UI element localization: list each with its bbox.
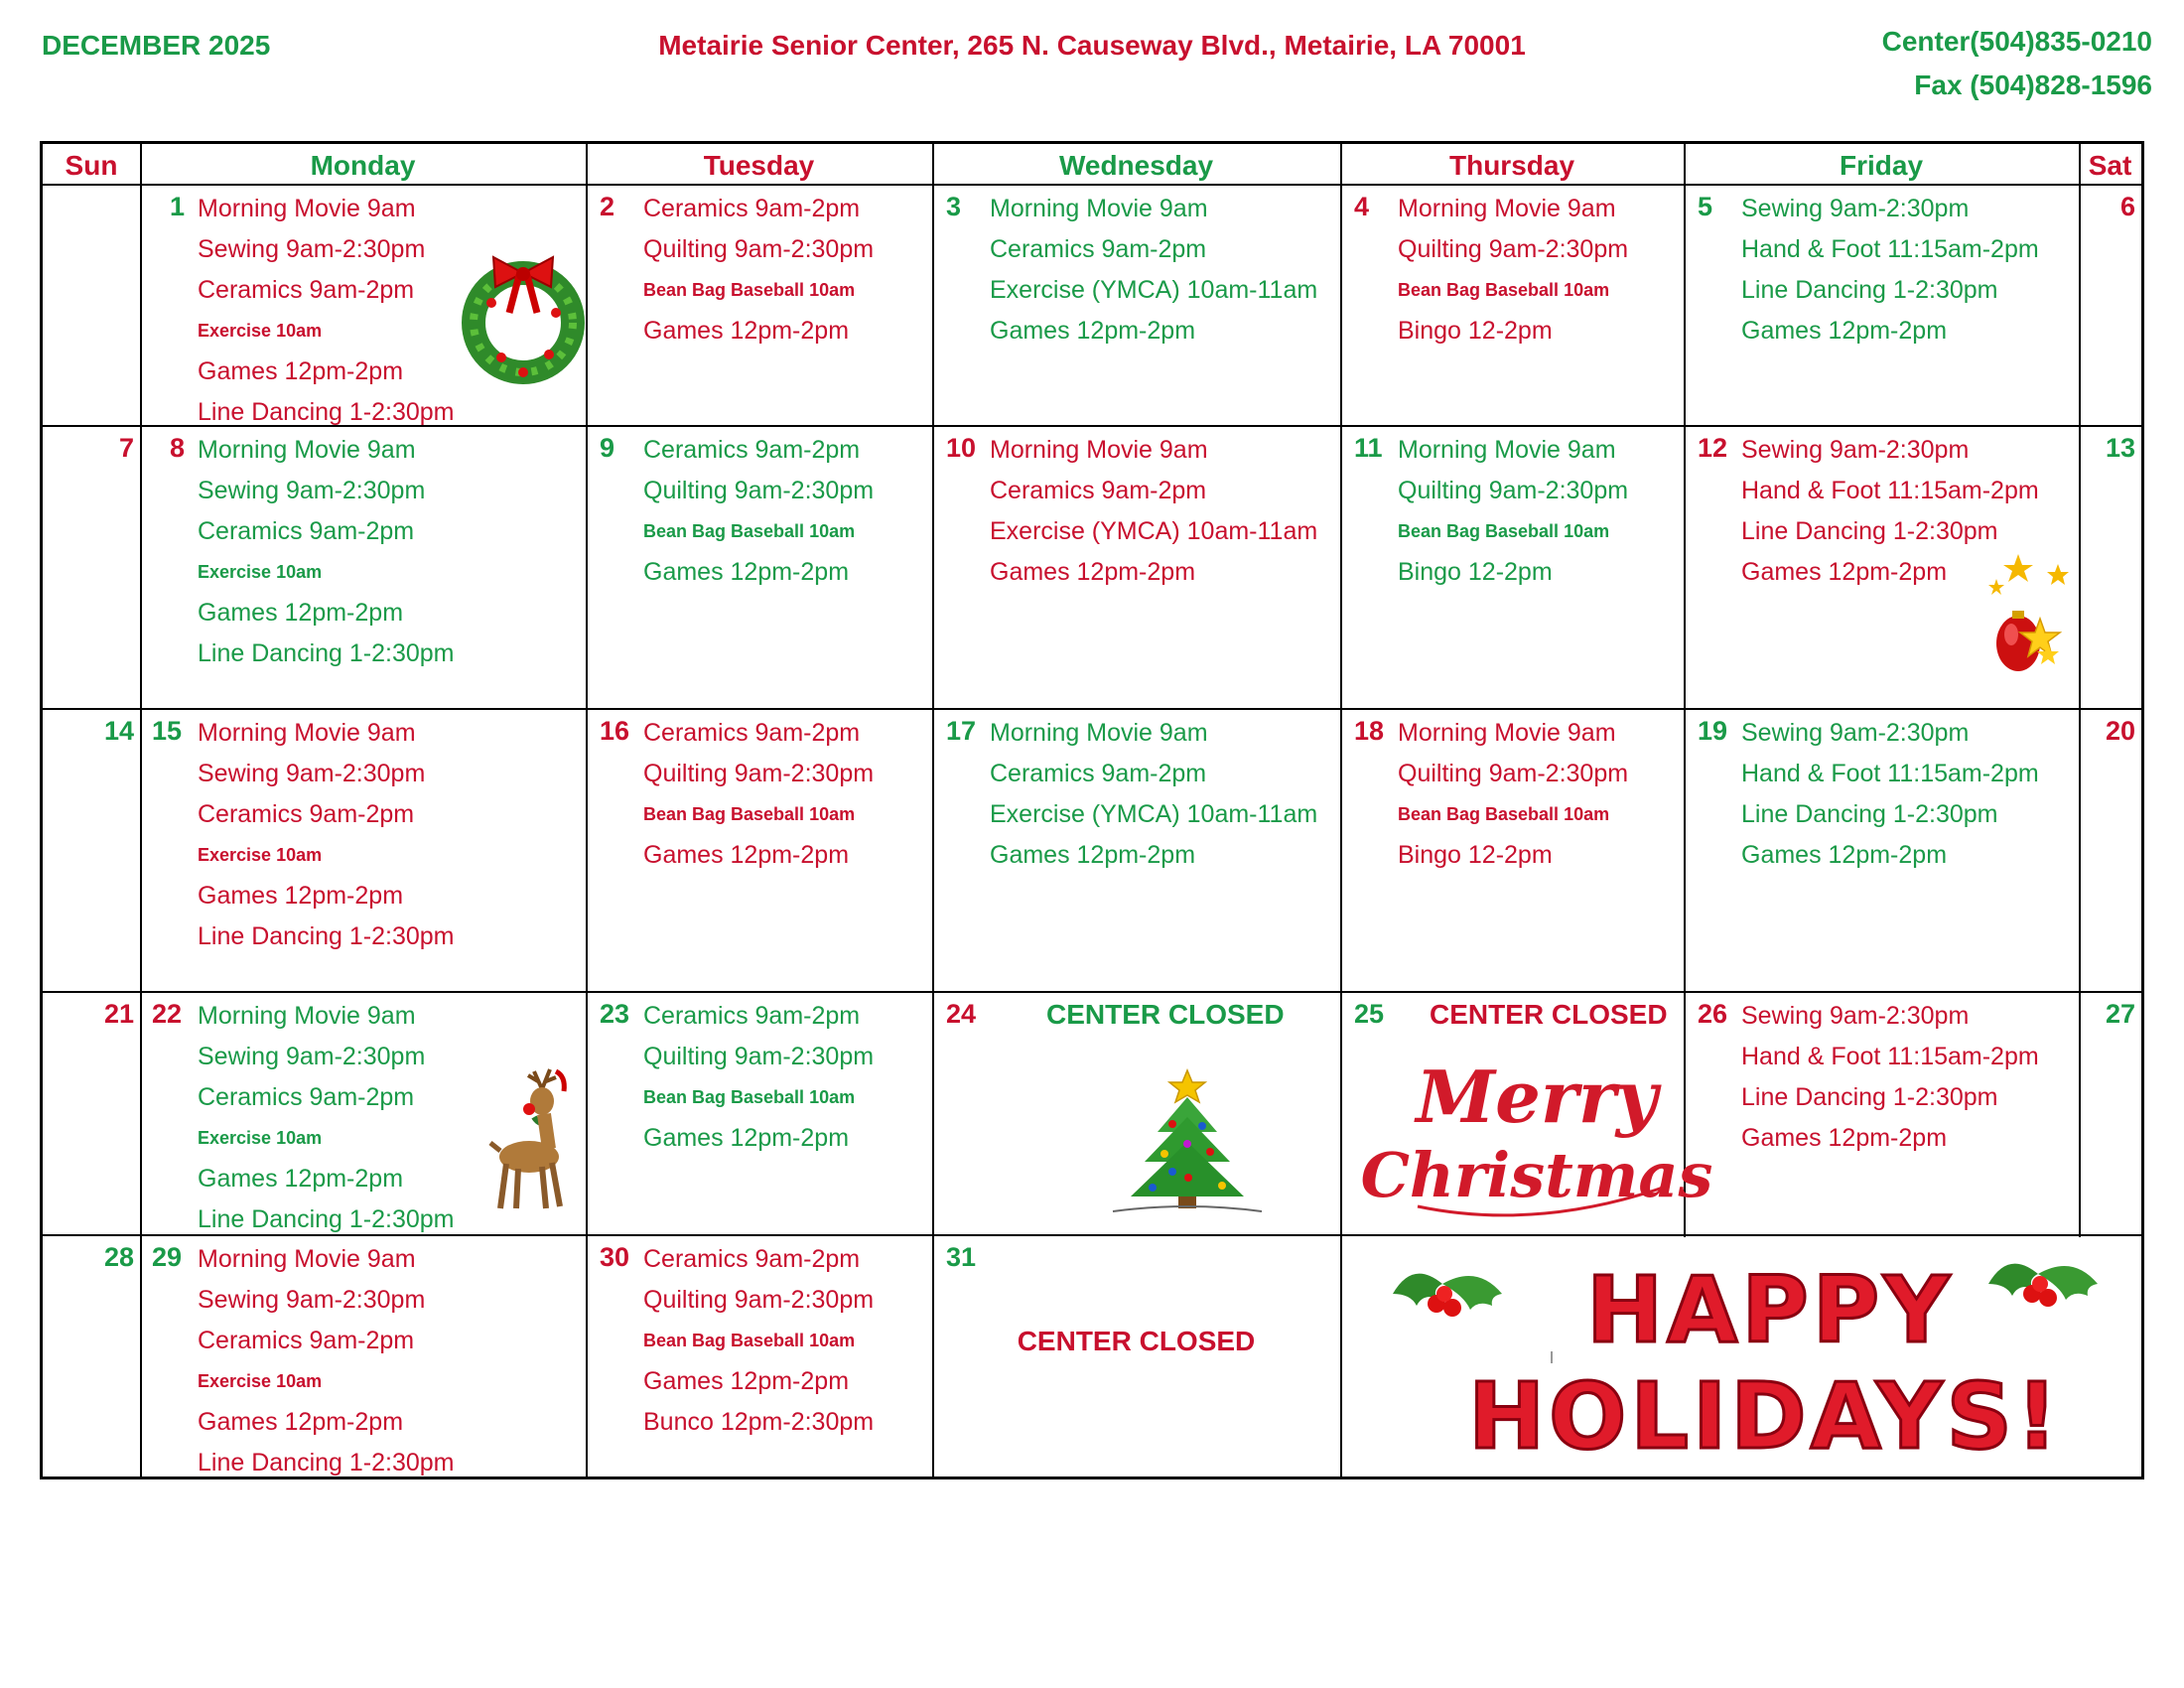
day-number: 13 <box>2105 433 2135 463</box>
happy-text: HAPPY <box>1586 1257 1954 1363</box>
event-list <box>990 716 1317 879</box>
day-cell <box>43 1234 140 1477</box>
ornament-stars-icon <box>1979 549 2073 678</box>
event-item: Line Dancing 1-2:30pm <box>198 1449 455 1477</box>
event-item: Bingo 12-2pm <box>1398 841 1553 869</box>
event-list <box>198 192 455 436</box>
event-item: Sewing 9am-2:30pm <box>198 477 426 504</box>
day-cell <box>932 1234 1340 1477</box>
event-item: Games 12pm-2pm <box>643 558 850 586</box>
event-list <box>198 1242 455 1486</box>
event-item: Ceramics 9am-2pm <box>643 436 861 464</box>
event-item: Games 12pm-2pm <box>643 1124 850 1152</box>
event-item: Ceramics 9am-2pm <box>643 1245 861 1273</box>
event-item: Sewing 9am-2:30pm <box>198 1043 426 1070</box>
event-item: Ceramics 9am-2pm <box>198 1327 415 1354</box>
event-item: Morning Movie 9am <box>990 195 1208 222</box>
event-item: Games 12pm-2pm <box>198 357 404 385</box>
event-item: Quilting 9am-2:30pm <box>643 477 875 504</box>
event-item: Hand & Foot 11:15am-2pm <box>1741 235 2039 263</box>
event-list <box>1741 192 2039 354</box>
christmas-tree-icon <box>1103 1062 1272 1216</box>
center-closed-label: CENTER CLOSED <box>1046 999 1285 1030</box>
event-list <box>198 433 455 677</box>
event-list <box>1398 716 1628 879</box>
event-item: Ceramics 9am-2pm <box>990 760 1207 787</box>
event-item: Games 12pm-2pm <box>643 841 850 869</box>
day-number: 22 <box>152 999 183 1029</box>
event-list <box>643 1242 874 1446</box>
event-item: Quilting 9am-2:30pm <box>643 1043 875 1070</box>
day-cell <box>1684 184 2079 425</box>
day-number: 5 <box>1698 192 1713 221</box>
day-number: 1 <box>170 192 186 221</box>
event-item: Games 12pm-2pm <box>1741 317 1948 345</box>
event-item: Morning Movie 9am <box>198 719 416 747</box>
event-item: Line Dancing 1-2:30pm <box>1741 800 1998 828</box>
day-number: 15 <box>152 716 183 746</box>
event-item: Exercise (YMCA) 10am-11am <box>990 276 1318 304</box>
event-item: Exercise (YMCA) 10am-11am <box>990 800 1318 828</box>
event-item: Sewing 9am-2:30pm <box>198 235 426 263</box>
reindeer-icon <box>484 1069 584 1218</box>
day-header-sat: Sat <box>2088 150 2132 181</box>
event-item: Bunco 12pm-2:30pm <box>643 1408 875 1436</box>
event-item: Ceramics 9am-2pm <box>198 517 415 545</box>
day-cell <box>586 184 932 425</box>
event-item: Line Dancing 1-2:30pm <box>198 1205 455 1233</box>
day-cell <box>932 425 1340 708</box>
event-item: Games 12pm-2pm <box>198 1408 404 1436</box>
day-cell <box>2079 425 2141 708</box>
christmas-text: Christmas <box>1360 1139 1713 1211</box>
event-item: Line Dancing 1-2:30pm <box>198 398 455 426</box>
day-header-thursday: Thursday <box>1448 150 1575 181</box>
event-item: Games 12pm-2pm <box>198 1165 404 1193</box>
event-item: Quilting 9am-2:30pm <box>1398 477 1629 504</box>
event-item: Ceramics 9am-2pm <box>990 477 1207 504</box>
day-number: 14 <box>103 716 134 746</box>
event-item: Games 12pm-2pm <box>198 599 404 627</box>
event-item: Hand & Foot 11:15am-2pm <box>1741 760 2039 787</box>
center-closed-label: CENTER CLOSED <box>1017 1326 1256 1356</box>
event-item: Ceramics 9am-2pm <box>198 800 415 828</box>
day-cell <box>43 991 140 1234</box>
event-item: Line Dancing 1-2:30pm <box>1741 276 1998 304</box>
event-item: Hand & Foot 11:15am-2pm <box>1741 477 2039 504</box>
day-header-monday: Monday <box>310 150 416 181</box>
happy-holidays-art <box>1393 1244 2137 1468</box>
day-cell <box>586 425 932 708</box>
event-item: Quilting 9am-2:30pm <box>1398 760 1629 787</box>
day-cell <box>2079 708 2141 991</box>
event-list <box>1398 192 1628 354</box>
event-item: Line Dancing 1-2:30pm <box>1741 1083 1998 1111</box>
day-number: 7 <box>118 433 134 463</box>
event-list <box>1741 716 2039 879</box>
event-item: Bean Bag Baseball 10am <box>643 280 856 300</box>
event-item: Line Dancing 1-2:30pm <box>198 639 455 667</box>
day-cell <box>1684 708 2079 991</box>
day-cell <box>1340 425 1684 708</box>
day-number: 11 <box>1354 433 1383 463</box>
event-item: Games 12pm-2pm <box>990 558 1196 586</box>
event-item: Bean Bag Baseball 10am <box>1398 280 1610 300</box>
event-item: Bean Bag Baseball 10am <box>1398 804 1610 824</box>
event-list <box>643 999 874 1162</box>
day-cell <box>140 425 586 708</box>
event-item: Exercise (YMCA) 10am-11am <box>990 517 1318 545</box>
day-cell <box>932 184 1340 425</box>
day-number: 3 <box>946 192 962 221</box>
day-cell <box>2079 184 2141 425</box>
day-number: 6 <box>2119 192 2135 221</box>
day-cell <box>586 1234 932 1477</box>
day-number: 25 <box>1354 999 1385 1029</box>
event-item: Line Dancing 1-2:30pm <box>198 922 455 950</box>
day-number: 20 <box>2105 716 2135 746</box>
day-number: 27 <box>2105 999 2135 1029</box>
event-item: Morning Movie 9am <box>990 719 1208 747</box>
day-number: 9 <box>600 433 615 463</box>
event-item: Games 12pm-2pm <box>198 882 404 910</box>
event-list <box>1741 999 2039 1162</box>
day-number: 10 <box>946 433 977 463</box>
day-number: 31 <box>946 1242 977 1272</box>
day-number: 18 <box>1354 716 1385 746</box>
day-number: 21 <box>103 999 134 1029</box>
event-item: Sewing 9am-2:30pm <box>1741 436 1970 464</box>
day-number: 12 <box>1698 433 1728 463</box>
day-number: 28 <box>103 1242 134 1272</box>
event-item: Quilting 9am-2:30pm <box>1398 235 1629 263</box>
event-item: Games 12pm-2pm <box>643 317 850 345</box>
event-item: Sewing 9am-2:30pm <box>1741 719 1970 747</box>
event-item: Bingo 12-2pm <box>1398 317 1553 345</box>
event-item: Morning Movie 9am <box>198 195 416 222</box>
event-item: Exercise 10am <box>198 321 323 341</box>
event-item: Ceramics 9am-2pm <box>990 235 1207 263</box>
event-list <box>643 192 874 354</box>
event-item: Games 12pm-2pm <box>990 841 1196 869</box>
event-item: Bean Bag Baseball 10am <box>643 1331 856 1350</box>
day-number: 8 <box>170 433 186 463</box>
event-list <box>990 192 1317 354</box>
day-number: 4 <box>1354 192 1370 221</box>
merry-text: Merry <box>1416 1055 1658 1139</box>
event-item: Quilting 9am-2:30pm <box>643 760 875 787</box>
day-cell <box>1340 708 1684 991</box>
day-cell <box>2079 991 2141 1234</box>
day-cell <box>140 708 586 991</box>
event-item: Games 12pm-2pm <box>643 1367 850 1395</box>
calendar-month: DECEMBER 2025 <box>42 30 271 61</box>
day-number: 26 <box>1698 999 1728 1029</box>
day-cell <box>932 708 1340 991</box>
day-header-friday: Friday <box>1839 150 1924 181</box>
day-cell <box>1684 991 2079 1234</box>
center-closed-label: CENTER CLOSED <box>1430 999 1668 1030</box>
day-cell <box>586 991 932 1234</box>
event-list <box>198 716 455 960</box>
day-number: 29 <box>152 1242 183 1272</box>
event-list <box>198 999 455 1243</box>
event-list <box>990 433 1317 596</box>
event-item: Bingo 12-2pm <box>1398 558 1553 586</box>
event-item: Sewing 9am-2:30pm <box>198 760 426 787</box>
event-item: Morning Movie 9am <box>198 436 416 464</box>
event-list <box>643 433 874 596</box>
event-item: Games 12pm-2pm <box>1741 558 1948 586</box>
event-item: Bean Bag Baseball 10am <box>643 1087 856 1107</box>
event-item: Games 12pm-2pm <box>1741 1124 1948 1152</box>
event-item: Bean Bag Baseball 10am <box>643 804 856 824</box>
event-item: Ceramics 9am-2pm <box>643 719 861 747</box>
holidays-text: HOLIDAYS! <box>1468 1363 2062 1470</box>
day-number: 17 <box>946 716 977 746</box>
event-item: Exercise 10am <box>198 845 323 865</box>
event-list <box>1398 433 1628 596</box>
event-item: Exercise 10am <box>198 1371 323 1391</box>
event-item: Morning Movie 9am <box>198 1245 416 1273</box>
day-cell <box>43 425 140 708</box>
day-number: 23 <box>600 999 630 1029</box>
event-item: Line Dancing 1-2:30pm <box>1741 517 1998 545</box>
day-cell <box>586 708 932 991</box>
center-fax: Fax (504)828-1596 <box>1914 70 2152 100</box>
event-list <box>643 716 874 879</box>
wreath-icon <box>462 243 586 382</box>
event-item: Ceramics 9am-2pm <box>198 276 415 304</box>
day-cell <box>140 1234 586 1477</box>
day-header-tuesday: Tuesday <box>703 150 815 181</box>
event-item: Morning Movie 9am <box>990 436 1208 464</box>
event-item: Exercise 10am <box>198 562 323 582</box>
day-cell <box>43 708 140 991</box>
event-item: Morning Movie 9am <box>1398 719 1616 747</box>
event-item: Morning Movie 9am <box>198 1002 416 1030</box>
event-item: Games 12pm-2pm <box>1741 841 1948 869</box>
event-item: Ceramics 9am-2pm <box>643 1002 861 1030</box>
merry-christmas-art <box>1360 1038 1713 1226</box>
event-item: Games 12pm-2pm <box>990 317 1196 345</box>
event-item: Ceramics 9am-2pm <box>198 1083 415 1111</box>
day-number: 2 <box>600 192 615 221</box>
event-item: Sewing 9am-2:30pm <box>198 1286 426 1314</box>
day-cell <box>1340 184 1684 425</box>
day-number: 16 <box>600 716 630 746</box>
event-item: Morning Movie 9am <box>1398 195 1616 222</box>
calendar-grid <box>40 141 2144 1479</box>
day-header-sun: Sun <box>65 150 118 181</box>
event-item: Sewing 9am-2:30pm <box>1741 195 1970 222</box>
event-item: Sewing 9am-2:30pm <box>1741 1002 1970 1030</box>
day-number: 30 <box>600 1242 630 1272</box>
event-item: Exercise 10am <box>198 1128 323 1148</box>
day-number: 19 <box>1698 716 1728 746</box>
event-item: Quilting 9am-2:30pm <box>643 1286 875 1314</box>
event-item: Bean Bag Baseball 10am <box>643 521 856 541</box>
event-item: Morning Movie 9am <box>1398 436 1616 464</box>
day-cell <box>43 184 140 425</box>
day-number: 24 <box>946 999 977 1029</box>
event-item: Bean Bag Baseball 10am <box>1398 521 1610 541</box>
event-item: Ceramics 9am-2pm <box>643 195 861 222</box>
event-item: Hand & Foot 11:15am-2pm <box>1741 1043 2039 1070</box>
center-phone: Center(504)835-0210 <box>1881 26 2152 57</box>
event-item: Quilting 9am-2:30pm <box>643 235 875 263</box>
day-header-wednesday: Wednesday <box>1058 150 1214 181</box>
center-address: Metairie Senior Center, 265 N. Causeway Blvd., Metairie, LA 70001 <box>658 30 1526 61</box>
